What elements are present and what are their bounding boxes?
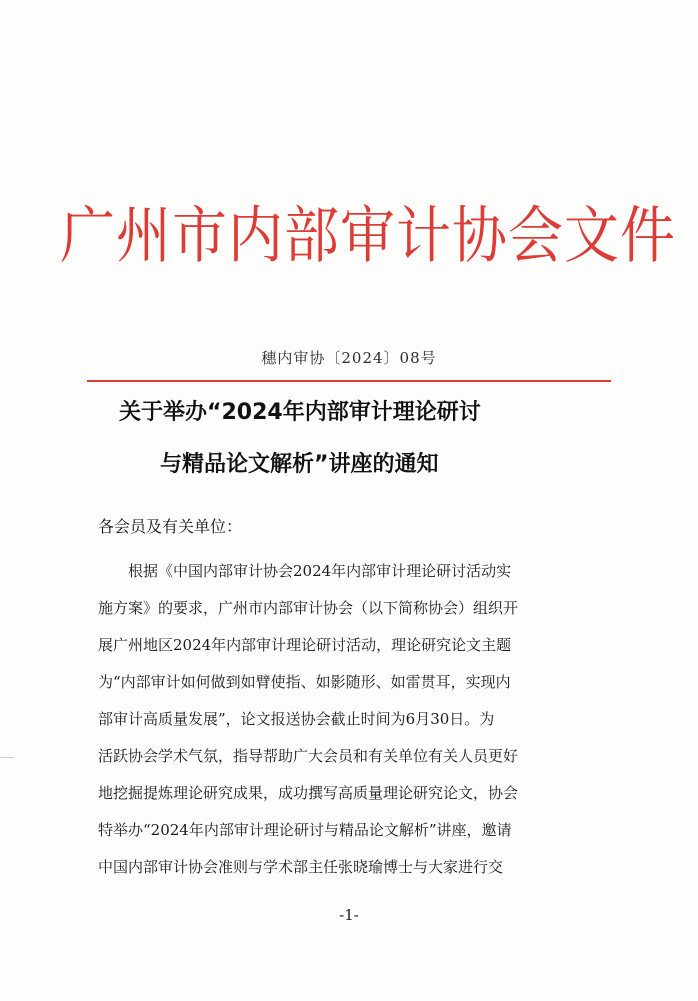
body-paragraph-line-5: 部审计高质量发展”，论文报送协会截止时间为6月30日。为 (98, 710, 495, 728)
notice-title-line-2: 与精品论文解析”讲座的通知 (160, 452, 439, 477)
margin-mark (0, 757, 14, 758)
body-paragraph-line-1: 根据《中国内部审计协会2024年内部审计理论研讨活动实 (128, 562, 512, 580)
red-divider-rule (87, 380, 611, 382)
salutation: 各会员及有关单位： (98, 517, 243, 536)
body-paragraph-line-6: 活跃协会学术气氛，指导帮助广大会员和有关单位有关人员更好 (98, 747, 519, 765)
body-paragraph-line-7: 地挖掘提炼理论研究成果，成功撰写高质量理论研究论文，协会 (98, 784, 519, 802)
notice-title-line-1: 关于举办“2024年内部审计理论研讨 (119, 400, 481, 425)
body-paragraph-line-2: 施方案》的要求，广州市内部审计协会（以下简称协会）组织开 (98, 599, 519, 617)
document-number: 穗内审协〔2024〕08号 (261, 349, 437, 367)
masthead-title: 广州市内部审计协会文件 (60, 199, 677, 272)
body-paragraph-line-4: 为“内部审计如何做到如臂使指、如影随形、如雷贯耳，实现内 (98, 673, 511, 691)
body-paragraph-line-3: 展广州地区2024年内部审计理论研讨活动，理论研究论文主题 (98, 636, 512, 654)
page-number: -1- (339, 906, 359, 924)
body-paragraph-line-8: 特举办“2024年内部审计理论研讨与精品论文解析”讲座，邀请 (98, 821, 512, 839)
body-paragraph-line-9: 中国内部审计协会准则与学术部主任张晓瑜博士与大家进行交 (98, 858, 504, 876)
